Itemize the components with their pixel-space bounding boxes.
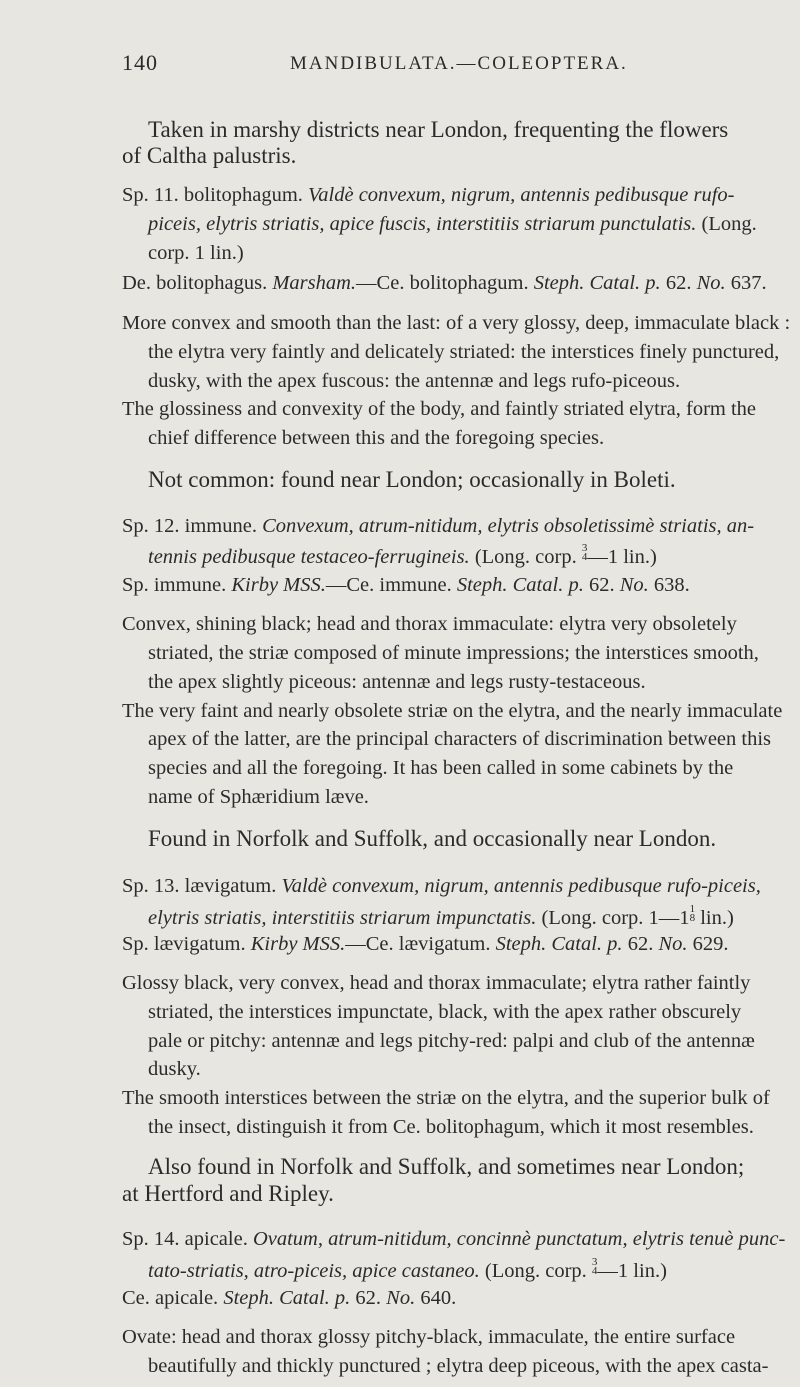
sp11-desc-1: More convex and smooth than the last: of a very glossy, deep, immaculate black : — [122, 312, 791, 335]
sp14-desc-1: Ovate: head and thorax glossy pitchy-black, immaculate, the entire surface — [122, 1326, 736, 1349]
sp11-synonymy: De. bolitophagus. Marsham.—Ce. bolitophagum. Steph. Catal. p. 62. No. 637. — [122, 271, 767, 294]
sp13-heading-line-1: Sp. 13. lævigatum. Valdè convexum, nigrum, antennis pedibusque rufo-piceis, — [122, 874, 761, 897]
page-header — [0, 50, 800, 80]
sp14-desc-2: beautifully and thickly punctured ; elytra deep piceous, with the apex casta- — [148, 1355, 769, 1377]
sp11-heading-line-3: corp. 1 lin.) — [148, 241, 244, 264]
sp12-desc-7: name of Sphæridium læve. — [148, 785, 369, 808]
sp12-desc-4: The very faint and nearly obsolete striæ on the elytra, and the nearly immaculate — [122, 699, 783, 722]
sp13-desc-2: striated, the interstices impunctate, black, with the apex rather obscurely — [148, 1000, 742, 1023]
sp12-desc-3: the apex slightly piceous: antennæ and legs rusty-testaceous. — [148, 670, 646, 693]
sp11-desc-5: chief difference between this and the foregoing species. — [148, 427, 605, 450]
sp13-habitat-2: at Hertford and Ripley. — [122, 1180, 334, 1206]
sp12-synonymy: Sp. immune. Kirby MSS.—Ce. immune. Steph. Catal. p. 62. No. 638. — [122, 573, 690, 596]
fraction: 3 4 — [581, 542, 588, 564]
sp12-habitat: Found in Norfolk and Suffolk, and occasionally near London. — [148, 826, 717, 852]
sp11-diagnosis: Valdè convexum, nigrum, antennis pedibusque rufo- — [308, 183, 735, 206]
sp14-heading-line-1: Sp. 14. apicale. Ovatum, atrum-nitidum, concinnè punctatum, elytris tenuè punc- — [122, 1228, 786, 1251]
sp13-heading-line-2: elytris striatis, interstitiis striarum impunctatis. (Long. corp. 1—11 8 lin.) — [148, 902, 734, 929]
sp13-desc-6: the insect, distinguish it from Ce. bolitophagum, which it most resembles. — [148, 1115, 754, 1138]
running-title: MANDIBULATA.—COLEOPTERA. — [290, 53, 628, 74]
sp13-habitat-1: Also found in Norfolk and Suffolk, and sometimes near London; — [148, 1153, 745, 1179]
sp11-heading-line-2: piceis, elytris striatis, apice fuscis, interstitiis striarum punctulatis. (Long. — [148, 213, 757, 236]
sp13-desc-4: dusky. — [148, 1058, 201, 1081]
sp12-desc-6: species and all the foregoing. It has been called in some cabinets by the — [148, 757, 734, 780]
page-number: 140 — [122, 50, 158, 75]
sp12-desc-5: apex of the latter, are the principal characters of discrimination between this — [148, 728, 772, 751]
sp11-desc-3: dusky, with the apex fuscous: the antennæ and legs rufo-piceous. — [148, 369, 681, 392]
intro-line-2: of Caltha palustris. — [122, 143, 297, 169]
fraction: 3 4 — [591, 1255, 598, 1277]
sp12-heading-line-2: tennis pedibusque testaceo-ferrugineis. (Long. corp. 3 4—1 lin.) — [148, 542, 657, 569]
sp14-synonymy: Ce. apicale. Steph. Catal. p. 62. No. 640. — [122, 1286, 457, 1309]
sp11-desc-2: the elytra very faintly and delicately striated: the interstices finely punctured, — [148, 340, 780, 363]
sp11-name: Sp. 11. bolitophagum. — [122, 183, 303, 206]
sp12-heading-line-1: Sp. 12. immune. Convexum, atrum-nitidum, elytris obsoletissimè striatis, an- — [122, 515, 755, 538]
sp13-desc-3: pale or pitchy: antennæ and legs pitchy-red: palpi and club of the antennæ — [148, 1029, 755, 1052]
sp13-desc-1: Glossy black, very convex, head and thorax immaculate; elytra rather faintly — [122, 972, 751, 994]
sp11-heading-line-1 — [122, 184, 734, 207]
fraction: 1 8 — [689, 902, 696, 924]
sp11-habitat: Not common: found near London; occasionally in Boleti. — [148, 466, 676, 492]
sp11-desc-4: The glossiness and convexity of the body, and faintly striated elytra, form the — [122, 398, 757, 421]
intro-line-1: Taken in marshy districts near London, frequenting the flowers — [148, 117, 729, 142]
sp12-desc-2: striated, the striæ composed of minute impressions; the interstices smooth, — [148, 642, 759, 665]
sp12-desc-1: Convex, shining black; head and thorax immaculate: elytra very obsoletely — [122, 613, 737, 636]
sp14-heading-line-2: tato-striatis, atro-piceis, apice castaneo. (Long. corp. 3 4—1 lin.) — [148, 1255, 667, 1282]
sp13-desc-5: The smooth interstices between the striæ on the elytra, and the superior bulk of — [122, 1087, 770, 1110]
sp13-synonymy: Sp. lævigatum. Kirby MSS.—Ce. lævigatum. Steph. Catal. p. 62. No. 629. — [122, 933, 729, 956]
